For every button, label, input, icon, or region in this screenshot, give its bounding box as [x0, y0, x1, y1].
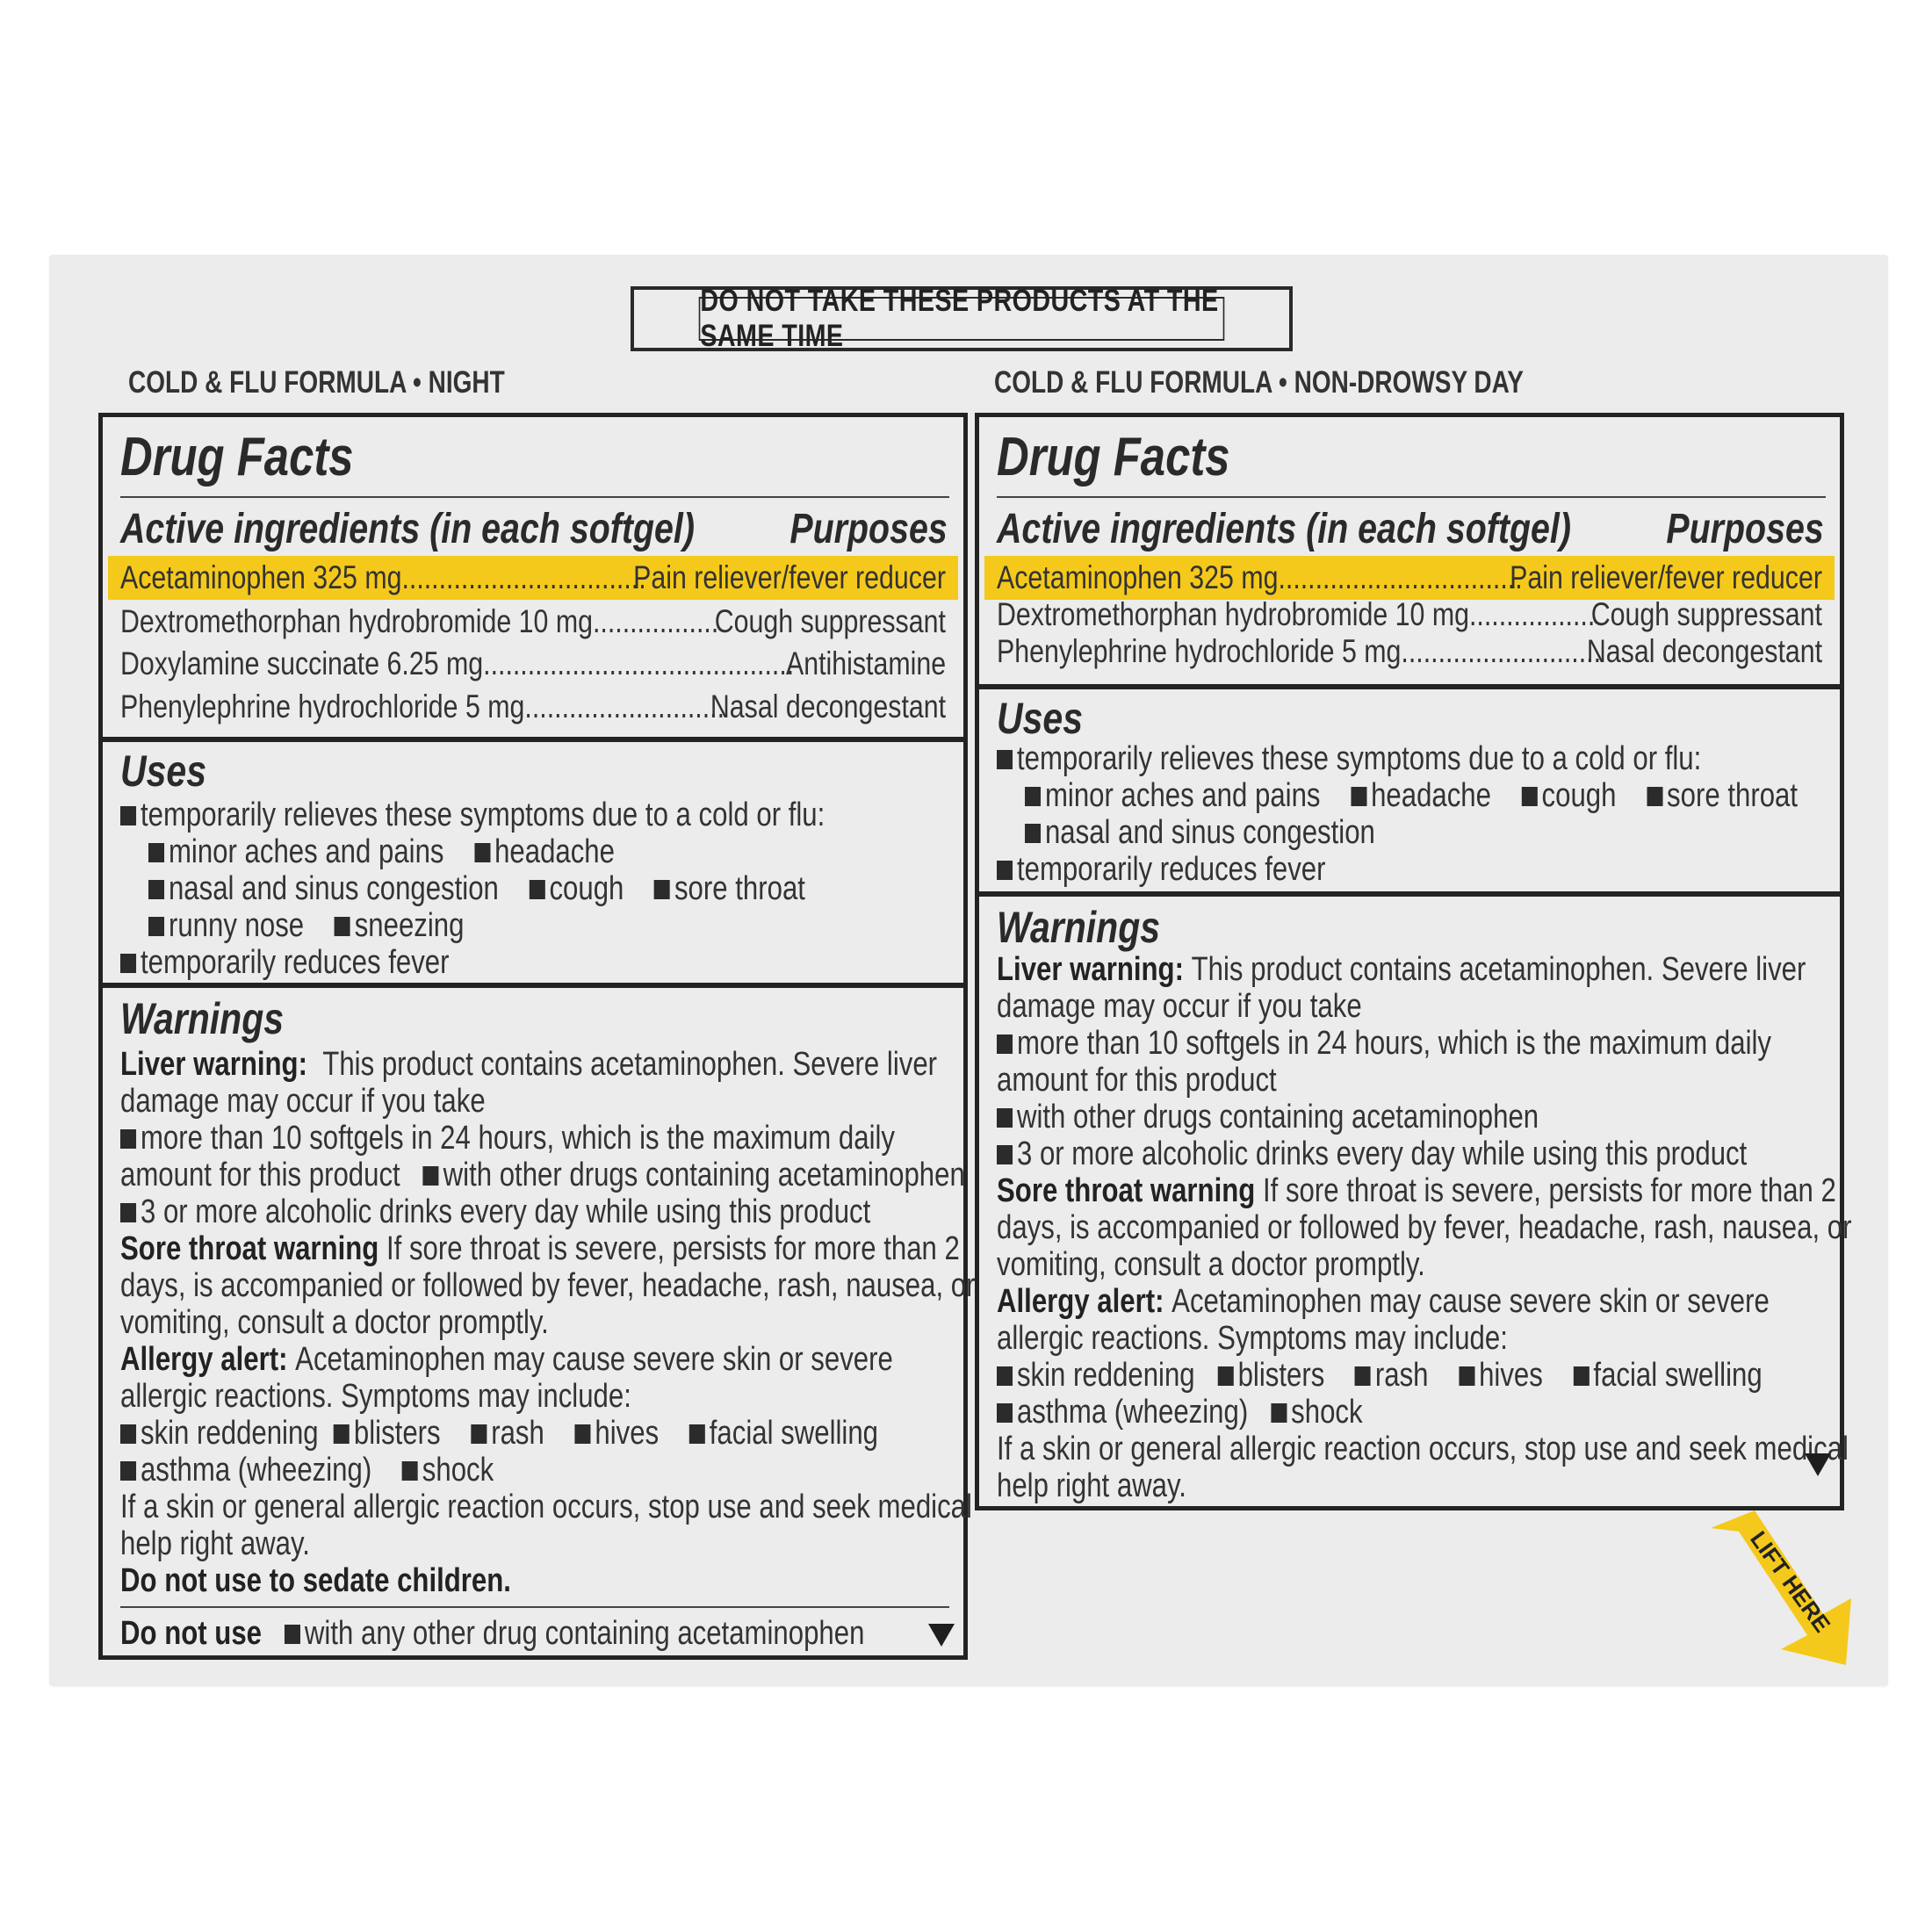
- bullet-square-icon: [997, 861, 1013, 880]
- uses-fever-line: [997, 851, 1326, 888]
- night-ingredient-row: [120, 603, 946, 640]
- bullet-square-icon: [120, 806, 136, 825]
- sore-throat-text: vomiting, consult a doctor promptly.: [120, 1304, 549, 1341]
- uses-intro: temporarily relieves these symptoms due to a cold or flu:: [140, 797, 825, 833]
- night-warnings-title: Warnings: [120, 994, 285, 1043]
- day-drug-facts-title: Drug Facts: [997, 427, 1230, 487]
- reaction: facial swelling: [1593, 1357, 1763, 1394]
- warning-line: [997, 1062, 1277, 1099]
- liver-warning-text: damage may occur if you take: [120, 1083, 486, 1120]
- reaction: asthma (wheezing): [1016, 1394, 1249, 1431]
- symptom: minor aches and pains: [168, 833, 444, 870]
- bullet-square-icon: [997, 1145, 1013, 1164]
- warning-line: [120, 1615, 864, 1652]
- uses-symptom-line: [148, 833, 615, 870]
- uses-symptom-line: [148, 907, 464, 944]
- symptom: headache: [494, 833, 615, 870]
- warning-bullet: 3 or more alcoholic drinks every day while using this product: [1016, 1135, 1748, 1172]
- bullet-square-icon: [334, 1424, 350, 1444]
- ingredient-name: Acetaminophen 325 mg.................................: [997, 559, 1523, 595]
- allergy-text: allergic reactions. Symptoms may include:: [120, 1378, 631, 1415]
- warning-line: [997, 1320, 1508, 1357]
- sore-throat-text: If sore throat is severe, persists for more than 2: [1262, 1172, 1836, 1209]
- symptom: cough: [549, 870, 624, 907]
- ingredient-name: Acetaminophen 325 mg.................................: [120, 559, 646, 595]
- ingredient-name: Dextromethorphan hydrobromide 10 mg.................: [997, 596, 1596, 632]
- warning-line: [120, 1193, 870, 1230]
- same-time-warning-banner: [631, 286, 1293, 351]
- day-active-ingredients-section: [979, 417, 1840, 684]
- liver-warning-label: Liver warning:: [997, 951, 1184, 988]
- reaction: blisters: [353, 1415, 441, 1452]
- warning-bullet: more than 10 softgels in 24 hours, which is the maximum daily: [140, 1120, 895, 1157]
- symptom: cough: [1541, 777, 1617, 814]
- night-ingredient-row: [120, 559, 946, 596]
- bullet-square-icon: [148, 880, 164, 899]
- warning-line: [997, 1394, 1363, 1431]
- bullet-square-icon: [471, 1424, 487, 1444]
- liver-warning-label: Liver warning:: [120, 1046, 307, 1083]
- night-title-rule: [120, 496, 949, 498]
- ingredient-purpose: Pain reliever/fever reducer: [1510, 559, 1822, 595]
- allergy-alert-label: Allergy alert:: [120, 1341, 288, 1378]
- day-ingredient-row: [997, 633, 1822, 670]
- symptom: headache: [1371, 777, 1491, 814]
- warning-line: [120, 1230, 960, 1267]
- warning-bullet: 3 or more alcoholic drinks every day while using this product: [140, 1193, 871, 1230]
- bullet-square-icon: [1218, 1366, 1234, 1386]
- bullet-square-icon: [1573, 1366, 1589, 1386]
- bullet-square-icon: [120, 954, 136, 973]
- night-ingredient-row: [120, 688, 946, 725]
- ingredient-purpose: Nasal decongestant: [1586, 633, 1822, 669]
- allergy-text: Acetaminophen may cause severe skin or severe: [295, 1341, 893, 1378]
- warning-line: [997, 1135, 1747, 1172]
- sore-throat-label: Sore throat warning: [120, 1230, 379, 1267]
- sore-throat-text: days, is accompanied or followed by fever, headache, rash, nausea, or: [997, 1209, 1852, 1246]
- warning-line: [120, 1525, 310, 1562]
- bullet-square-icon: [1355, 1366, 1371, 1386]
- bullet-square-icon: [1271, 1403, 1287, 1423]
- bullet-square-icon: [1647, 787, 1662, 806]
- bullet-square-icon: [285, 1625, 300, 1644]
- day-warnings-title: Warnings: [997, 903, 1161, 952]
- warning-line: [997, 951, 1806, 988]
- bullet-square-icon: [423, 1166, 439, 1186]
- bullet-square-icon: [120, 1461, 136, 1481]
- ingredient-name: Dextromethorphan hydrobromide 10 mg.................: [120, 603, 719, 639]
- bullet-square-icon: [689, 1424, 705, 1444]
- warning-bullet: with other drugs containing acetaminophen: [1016, 1099, 1539, 1135]
- warning-line: [120, 1304, 549, 1341]
- night-drug-facts-panel: [98, 413, 976, 1660]
- symptom: runny nose: [168, 907, 305, 944]
- night-formula-label: COLD & FLU FORMULA • NIGHT: [128, 365, 505, 400]
- bullet-square-icon: [654, 880, 670, 899]
- bullet-square-icon: [997, 1403, 1013, 1423]
- reaction: shock: [422, 1452, 494, 1489]
- symptom: sore throat: [674, 870, 805, 907]
- symptom: nasal and sinus congestion: [168, 870, 499, 907]
- bullet-square-icon: [997, 750, 1013, 769]
- night-uses-section: [103, 737, 963, 983]
- reaction: hives: [595, 1415, 660, 1452]
- night-drug-facts-title: Drug Facts: [120, 427, 354, 487]
- ingredient-purpose: Antihistamine: [785, 645, 946, 681]
- warning-line: [120, 1120, 895, 1157]
- bullet-square-icon: [120, 1203, 136, 1222]
- uses-symptom-line: [1025, 777, 1798, 814]
- sore-throat-label: Sore throat warning: [997, 1172, 1256, 1209]
- donot-text: with any other drug containing acetaminophen: [304, 1615, 865, 1652]
- symptom: nasal and sinus congestion: [1044, 814, 1375, 851]
- uses-symptom-line: [148, 870, 805, 907]
- day-ingredient-row: [997, 559, 1822, 596]
- reaction: blisters: [1237, 1357, 1325, 1394]
- ingredient-name: Doxylamine succinate 6.25 mg..........................................: [120, 645, 795, 681]
- bullet-square-icon: [997, 1366, 1013, 1386]
- sedate-warning: Do not use to sedate children.: [120, 1562, 511, 1599]
- day-ingredient-row: [997, 596, 1822, 633]
- reaction: rash: [491, 1415, 544, 1452]
- liver-warning-text: This product contains acetaminophen. Severe liver: [322, 1046, 938, 1083]
- day-formula-label: COLD & FLU FORMULA • NON-DROWSY DAY: [994, 365, 1524, 400]
- symptom: sneezing: [354, 907, 465, 944]
- bullet-square-icon: [1025, 787, 1041, 806]
- bullet-square-icon: [1459, 1366, 1474, 1386]
- day-active-ingredients-heading: Active ingredients (in each softgel): [997, 506, 1571, 552]
- night-ingredient-row: [120, 645, 946, 682]
- bullet-square-icon: [148, 843, 164, 862]
- night-purposes-heading: Purposes: [789, 506, 948, 552]
- uses-intro: temporarily relieves these symptoms due to a cold or flu:: [1016, 740, 1702, 777]
- lift-here-tab[interactable]: [1695, 1510, 1871, 1673]
- warning-line: [997, 1283, 1770, 1320]
- liver-warning-text: This product contains acetaminophen. Severe liver: [1191, 951, 1806, 988]
- donot-rule: [120, 1606, 949, 1608]
- bullet-square-icon: [120, 1424, 136, 1444]
- ingredient-purpose: Pain reliever/fever reducer: [633, 559, 946, 595]
- warning-bullet: amount for this product: [120, 1157, 400, 1193]
- allergy-text: Acetaminophen may cause severe skin or severe: [1171, 1283, 1770, 1320]
- warning-bullet: amount for this product: [997, 1062, 1277, 1099]
- day-warnings-section: [979, 891, 1852, 1506]
- warning-line: [997, 1431, 1849, 1467]
- symptom: minor aches and pains: [1044, 777, 1321, 814]
- warning-line: [997, 1357, 1763, 1394]
- reaction: hives: [1479, 1357, 1543, 1394]
- stop-use-text: help right away.: [120, 1525, 310, 1562]
- day-drug-facts-panel: [975, 413, 1852, 1510]
- continue-down-triangle-icon: [928, 1624, 955, 1647]
- donot-label: Do not use: [120, 1615, 262, 1652]
- night-uses-title: Uses: [120, 746, 207, 796]
- reaction: skin reddening: [1016, 1357, 1195, 1394]
- bullet-square-icon: [574, 1424, 590, 1444]
- bullet-square-icon: [530, 880, 545, 899]
- bullet-square-icon: [997, 1108, 1013, 1128]
- day-title-rule: [997, 496, 1826, 498]
- day-uses-title: Uses: [997, 694, 1084, 743]
- warning-line: [120, 1157, 965, 1193]
- day-uses-section: [979, 684, 1840, 891]
- sore-throat-text: If sore throat is severe, persists for more than 2: [386, 1230, 960, 1267]
- warning-line: [120, 1378, 631, 1415]
- ingredient-purpose: Cough suppressant: [714, 603, 946, 639]
- bullet-square-icon: [335, 917, 350, 936]
- bullet-square-icon: [997, 1034, 1013, 1054]
- bullet-square-icon: [148, 917, 164, 936]
- stop-use-text: help right away.: [997, 1467, 1186, 1504]
- warning-bullet: more than 10 softgels in 24 hours, which is the maximum daily: [1016, 1025, 1771, 1062]
- uses-fever-line: [120, 944, 450, 981]
- bullet-square-icon: [120, 1129, 136, 1149]
- night-active-ingredients-heading: Active ingredients (in each softgel): [120, 506, 695, 552]
- warning-line: [120, 1341, 893, 1378]
- lift-arrow-icon: [1695, 1510, 1871, 1669]
- continue-down-triangle-icon: [1805, 1453, 1831, 1476]
- liver-warning-text: damage may occur if you take: [997, 988, 1362, 1025]
- reaction: asthma (wheezing): [140, 1452, 372, 1489]
- ingredient-name: Phenylephrine hydrochloride 5 mg...........................: [997, 633, 1602, 669]
- bullet-square-icon: [1351, 787, 1366, 806]
- bullet-square-icon: [474, 843, 490, 862]
- warning-line: [120, 1267, 975, 1304]
- warning-line: [120, 1452, 494, 1489]
- warning-line: [997, 1099, 1539, 1135]
- warning-line: [120, 1562, 511, 1599]
- warning-line: [997, 988, 1362, 1025]
- warning-line: [997, 1467, 1186, 1504]
- ingredient-purpose: Nasal decongestant: [710, 688, 946, 724]
- warning-line: [997, 1246, 1425, 1283]
- uses-fever: temporarily reduces fever: [140, 944, 450, 981]
- night-warnings-section: [103, 983, 976, 1659]
- warning-line: [120, 1489, 972, 1525]
- bullet-square-icon: [402, 1461, 418, 1481]
- night-active-ingredients-section: [103, 417, 963, 737]
- lift-here-label: LIFT HERE: [1745, 1525, 1836, 1638]
- warning-line: [120, 1083, 486, 1120]
- warning-line: [997, 1209, 1851, 1246]
- reaction: facial swelling: [709, 1415, 879, 1452]
- warning-line: [120, 1046, 937, 1083]
- allergy-text: allergic reactions. Symptoms may include:: [997, 1320, 1508, 1357]
- uses-intro-line: [997, 740, 1701, 777]
- bullet-square-icon: [1522, 787, 1538, 806]
- uses-fever: temporarily reduces fever: [1016, 851, 1326, 888]
- reaction: shock: [1291, 1394, 1363, 1431]
- banner-text: DO NOT TAKE THESE PRODUCTS AT THE SAME TIME: [699, 297, 1225, 341]
- allergy-alert-label: Allergy alert:: [997, 1283, 1164, 1320]
- uses-intro-line: [120, 797, 825, 833]
- warning-bullet: with other drugs containing acetaminophen: [443, 1157, 965, 1193]
- sore-throat-text: days, is accompanied or followed by fever, headache, rash, nausea, or: [120, 1267, 976, 1304]
- warning-line: [120, 1415, 878, 1452]
- uses-symptom-line: [1025, 814, 1375, 851]
- reaction: rash: [1374, 1357, 1429, 1394]
- warning-line: [997, 1025, 1771, 1062]
- bullet-square-icon: [1025, 824, 1041, 843]
- ingredient-purpose: Cough suppressant: [1590, 596, 1822, 632]
- reaction: skin reddening: [140, 1415, 319, 1452]
- day-purposes-heading: Purposes: [1666, 506, 1824, 552]
- stop-use-text: If a skin or general allergic reaction occurs, stop use and seek medical: [120, 1489, 972, 1525]
- symptom: sore throat: [1667, 777, 1799, 814]
- stop-use-text: If a skin or general allergic reaction occurs, stop use and seek medical: [997, 1431, 1849, 1467]
- sore-throat-text: vomiting, consult a doctor promptly.: [997, 1246, 1425, 1283]
- ingredient-name: Phenylephrine hydrochloride 5 mg...........................: [120, 688, 725, 724]
- warning-line: [997, 1172, 1836, 1209]
